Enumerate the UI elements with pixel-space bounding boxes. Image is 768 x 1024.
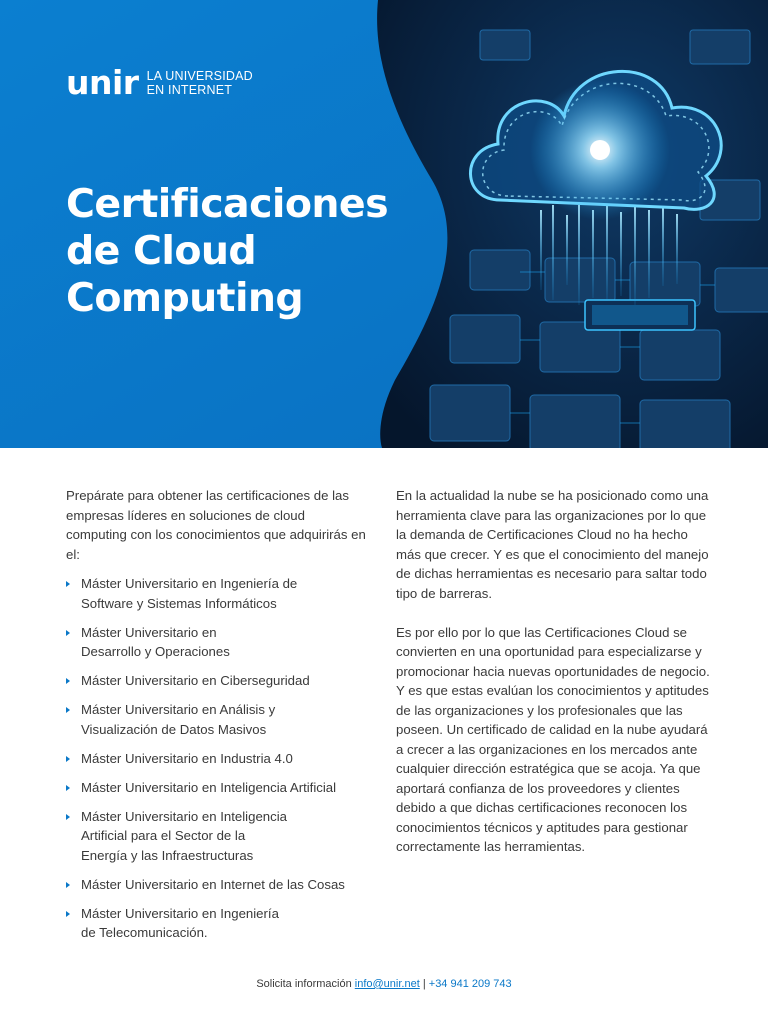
left-column — [66, 486, 366, 952]
hero-banner — [0, 0, 768, 448]
tagline-line-2: EN INTERNET — [146, 82, 233, 97]
paragraph-1: En la actualidad la nube se ha posicionado como una herramienta clave para las organizaciones por lo que la demanda de Certificaciones Cloud no ha hecho más que crecer. Y es que el conocimiento del manejo de dichas herramientas es necesario para saltar todo tipo de barreras. — [396, 488, 709, 601]
footer-label: Solicita información — [256, 978, 352, 990]
program-line: Máster Universitario en — [81, 624, 217, 640]
logo-tagline — [147, 70, 253, 97]
program-line: de Telecomunicación. — [81, 925, 208, 940]
unir-logo[interactable] — [66, 63, 253, 102]
triangle-bullet-icon — [66, 707, 70, 713]
list-item — [66, 778, 366, 798]
triangle-bullet-icon — [66, 814, 70, 820]
triangle-bullet-icon — [66, 785, 70, 791]
program-line: Máster Universitario en Ciberseguridad — [81, 673, 310, 688]
program-line: Energía y las Infraestructuras — [81, 847, 254, 863]
contact-footer — [0, 978, 768, 990]
list-item — [66, 671, 366, 691]
program-line: Máster Universitario en Inteligencia — [81, 808, 287, 824]
list-item — [66, 749, 366, 769]
triangle-bullet-icon — [66, 581, 70, 587]
triangle-bullet-icon — [66, 678, 70, 684]
program-line: Software y Sistemas Informáticos — [81, 595, 277, 611]
program-line: Máster Universitario en Inteligencia Artificial — [81, 779, 337, 795]
footer-separator: | — [422, 978, 426, 990]
page-title — [66, 181, 388, 322]
program-line: Artificial para el Sector de la — [81, 828, 246, 843]
list-item — [66, 574, 366, 613]
list-item — [66, 875, 366, 895]
program-line: Máster Universitario en Industria 4.0 — [81, 750, 293, 766]
logo-wordmark: unir — [66, 63, 139, 102]
phone-number[interactable]: +34 941 209 743 — [428, 978, 512, 990]
triangle-bullet-icon — [66, 630, 70, 636]
program-line: Desarrollo y Operaciones — [81, 644, 230, 659]
title-line-3: Computing — [66, 275, 304, 321]
title-line-1: Certificaciones — [66, 181, 388, 227]
program-line: Máster Universitario en Internet de las Cosas — [81, 876, 345, 892]
program-list — [66, 574, 366, 943]
program-line: Máster Universitario en Ingeniería — [81, 905, 279, 921]
right-column — [396, 486, 716, 876]
triangle-bullet-icon — [66, 911, 70, 917]
list-item — [66, 623, 366, 662]
program-line: Visualización de Datos Masivos — [81, 721, 267, 737]
title-line-2: de Cloud — [66, 228, 257, 274]
program-line: Máster Universitario en Análisis y — [81, 702, 276, 717]
triangle-bullet-icon — [66, 756, 70, 762]
intro-text: Prepárate para obtener las certificaciones de las empresas líderes en soluciones de cloud computing con los conocimientos que adquirirás en el: — [66, 488, 366, 562]
triangle-bullet-icon — [66, 882, 70, 888]
list-item — [66, 904, 366, 943]
tagline-line-1: LA UNIVERSIDAD — [146, 69, 253, 83]
list-item — [66, 807, 366, 866]
list-item — [66, 700, 366, 739]
program-line: Máster Universitario en Ingeniería de — [81, 576, 298, 591]
email-link[interactable]: info@unir.net — [354, 978, 420, 990]
paragraph-2: Es por ello por lo que las Certificaciones Cloud se convierten en una oportunidad para especializarse y promocionar hacia nuevas oportunidades de negocio. Y es que estas evalúan los conocimientos y aptitudes de las organizaciones y los profesionales que las poseen. Un certificado de calidad en la nube ayudará a crecer a las organizaciones en los mercados ante cualquier dirección estratégica que se acoja. Ya que aportará confianza de los proveedores y clientes debido a que dichas certificaciones reconocen los conocimientos técnicos y aptitudes para gestionar correctamente las herramientas. — [396, 624, 710, 854]
